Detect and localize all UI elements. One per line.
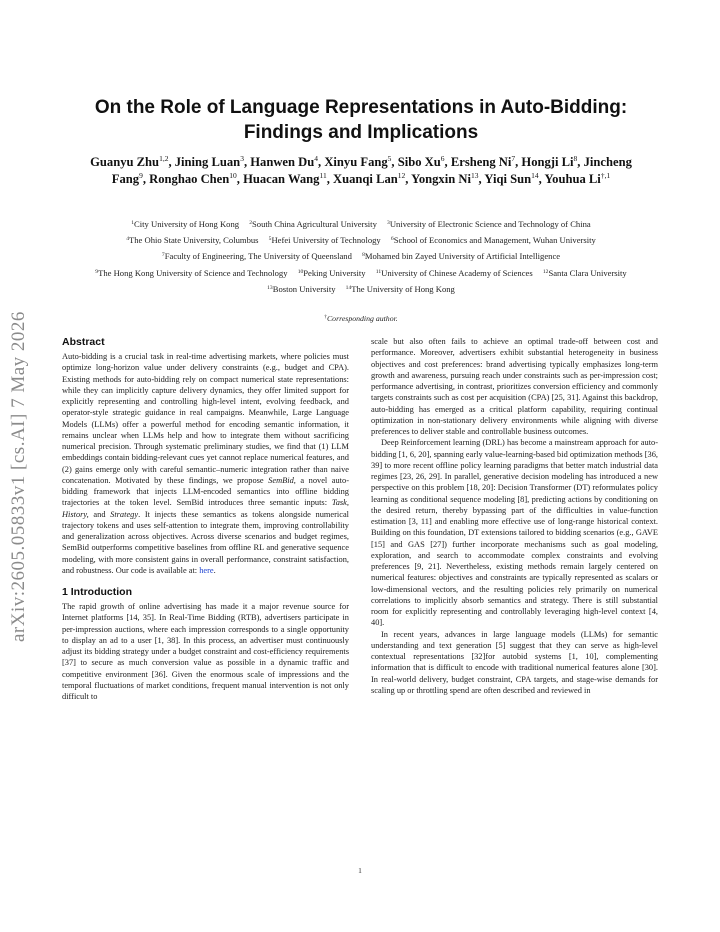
author-name: Guanyu Zhu$^{1,2}$ (90, 154, 169, 169)
affiliation: $^9$The Hong Kong University of Science and Technology (95, 267, 288, 278)
abstract-text: Auto-bidding is a crucial task in real-time advertising markets, where policies must optimize long-horizon value under delivery constraints (e.g., budget and CPA). Existing methods for auto-bidding rely on compact numerical state representations: while they can implicitly capture delivery dynamics, they offer limited support for explicitly representing and controlling high-level intent, evolving feedback, and operator-style strategic guidance in real campaigns. Meanwhile, Large Language Models (LLMs) offer a powerful method for encoding semantic information, it remains unclear when LLMs help and how to integrate them without sacrificing numerical precision. Through systematic preliminary studies, we find that (1) LLM embeddings contain bidding-relevant cues yet cannot replace numerical features, and (2) gains emerge only with careful semantic–numeric integration rather than naive concatenation. Motivated by these findings, we propose SemBid, a novel auto-bidding framework that injects LLM-encoded semantics into offline bidding trajectories at the token level. SemBid introduces three semantic inputs: Task, History, and Strategy. It injects these semantics as tokens alongside numerical trajectory tokens and uses self-attention to integrate them, improving controllability and generalization across objectives. Across diverse scenarios and budget regimes, SemBid outperforms competitive baselines from offline RL and generative sequence modeling, with more consistent gains in overall performance, constraint satisfaction, and robustness. Our code is available at: here. (62, 352, 349, 575)
title-line-1: On the Role of Language Representations in Auto-Bidding: (94, 97, 628, 118)
method-name: SemBid (268, 475, 294, 485)
affiliation: $^{10}$Peking University (297, 267, 366, 278)
arxiv-identifier: arXiv:2605.05833v1 [cs.AI] 7 May 2026 (8, 311, 29, 643)
abstract-heading: Abstract (62, 336, 105, 348)
author-name: Hongji Li$^8$ (521, 154, 578, 169)
author-name: Ronghao Chen$^{10}$ (149, 171, 237, 186)
author-name: Xuanqi Lan$^{12}$ (333, 171, 406, 186)
title-line-2: Findings and Implications (243, 122, 479, 143)
affiliation: $^6$School of Economics and Management, Wuhan University (390, 235, 596, 246)
dagger-mark: † (324, 314, 327, 320)
author-name: Xinyu Fang$^5$ (324, 154, 392, 169)
affiliation: $^{14}$The University of Hong Kong (345, 283, 455, 294)
right-column (371, 336, 658, 696)
author-name: Yiqi Sun$^{14}$ (484, 171, 539, 186)
affiliation: $^7$Faculty of Engineering, The University of Queensland (161, 251, 352, 262)
affiliation: $^{12}$Santa Clara University (542, 267, 627, 278)
introduction-heading: 1 Introduction (62, 586, 132, 598)
affiliation: $^4$The Ohio State University, Columbus (126, 235, 259, 246)
code-link[interactable]: here (199, 565, 214, 575)
author-name: Yongxin Ni$^{13}$ (411, 171, 479, 186)
intro-paragraph-2: Deep Reinforcement learning (DRL) has become a mainstream approach for auto-bidding [1, 6, 20], spanning early value-learning-based bid optimization methods [36, 39] to more recent offline policy learning paradigms that better match industrial data regimes [23, 26, 29]. In parallel, generative decision modeling has introduced a new perspective on this problem [18, 20]: Decision Transformer (DT) reformulates policy learning as conditional sequence modeling [8], predicting actions by conditioning on the desired return, thereby bypassing part of the difficulties in value-function estimation [3, 11] and enabling more effective use of long-range historical context. Building on this foundation, DT extensions tailored to bidding scenarios (e.g., GAVE [15] and GAS [27]) further incorporate mechanisms such as goal modeling, exploration, and search to accommodate complex constraints and evolving preferences [9, 21]. Nevertheless, existing methods remain largely centered on numerical features: objectives and constraints are typically represented as scalars or low-dimensional vectors, and the resulting policies rely primarily on numerical correlations to implicitly absorb semantics and strategy. There is still substantial room for explicitly representing and controllably leveraging high-level context [4, 40]. (371, 438, 659, 628)
corresponding-text: Corresponding author. (326, 314, 398, 323)
corresponding-author-note (66, 314, 656, 323)
affiliation-list (66, 216, 656, 297)
affiliation: $^2$South China Agricultural University (249, 219, 377, 229)
paper-title (70, 95, 652, 145)
affiliation: $^8$Mohamed bin Zayed University of Artificial Intelligence (362, 251, 561, 262)
page-number: 1 (358, 866, 362, 875)
author-name: Jining Luan$^3$ (174, 154, 244, 169)
affiliation: $^{13}$Boston University (267, 283, 336, 294)
affiliation: $^3$University of Electronic Science and Technology of China (387, 219, 591, 229)
author-name: Ersheng Ni$^7$ (450, 154, 516, 169)
left-column (62, 336, 349, 702)
author-name: Youhua $Li^{\dagger,1}$ (544, 171, 611, 186)
author-name: Sibo Xu$^6$ (397, 154, 445, 169)
author-name: Huacan Wang$^{11}$ (243, 171, 327, 186)
author-name: Jincheng Fang$^9$ (111, 155, 632, 186)
intro-paragraph-1-continued: scale but also often fails to achieve an optimal trade-off between cost and performance. Moreover, advertisers exhibit substantial heterogeneity in business objectives and cost preferences: brand advertising typically emphasizes long-term growth and awareness, pursuing reach under constraints such as per-impression cost; performance advertising, in contrast, prioritizes conversion efficiency and commonly targets constraints such as cost per acquisition (CPA) [25, 31]. Against this backdrop, auto-bidding has emerged as a critical platform capability, requiring continual optimization in non-stationary delivery environments while aligning with diverse preferences to deliver stable and controllable business outcomes. (371, 337, 658, 436)
affiliation: $^5$Hefei University of Technology (268, 235, 381, 246)
affiliation: $^{11}$University of Chinese Academy of Sciences (375, 267, 533, 278)
intro-paragraph-1: The rapid growth of online advertising has made it a major revenue source for Internet platforms [14, 35]. In Real-Time Bidding (RTB), advertisers participate in per-impression auctions, where each impression corresponds to a single opportunity to display an ad to a user [1, 38]. In this process, an advertiser must continuously adjust its bidding strategy under a budget constraint and cost-efficiency requirements [37] to secure as much conversion value as possible in a dynamic traffic and competitive environment [36]. Given the enormous scale of impressions and the temporal fluctuations of market conditions, frequent manual intervention is not only difficult to (62, 602, 349, 701)
author-list: Guanyu Zhu$^{1,2}$, Jining Luan$^3$, Hanwen Du$^4$, Xinyu Fang$^5$, Sibo Xu$^6$, Ersheng Ni$^7$, Hongji Li$^8$, Jincheng Fang$^9$, Ronghao Chen$^{10}$, Huacan Wang$^{11}$, Xuanqi Lan$^{12}$, Yongxin Ni$^{13}$, Yiqi Sun$^{14}$, Youhua $Li^{\dagger,1}$ (90, 154, 632, 186)
intro-paragraph-3: In recent years, advances in large language models (LLMs) for semantic understanding and text generation [5] suggest that they can serve as high-level contextual representations [32]for autobid systems [1, 10], complementing information that is difficult to encode with traditional numerical features alone [30]. In real-world delivery, budget constraint, CPA targets, and stage-wise demands for scaling up or throttling spend are often described and reviewed in (371, 629, 658, 695)
affiliation: $^1$City University of Hong Kong (131, 219, 240, 229)
author-name: Hanwen Du$^4$ (250, 154, 319, 169)
